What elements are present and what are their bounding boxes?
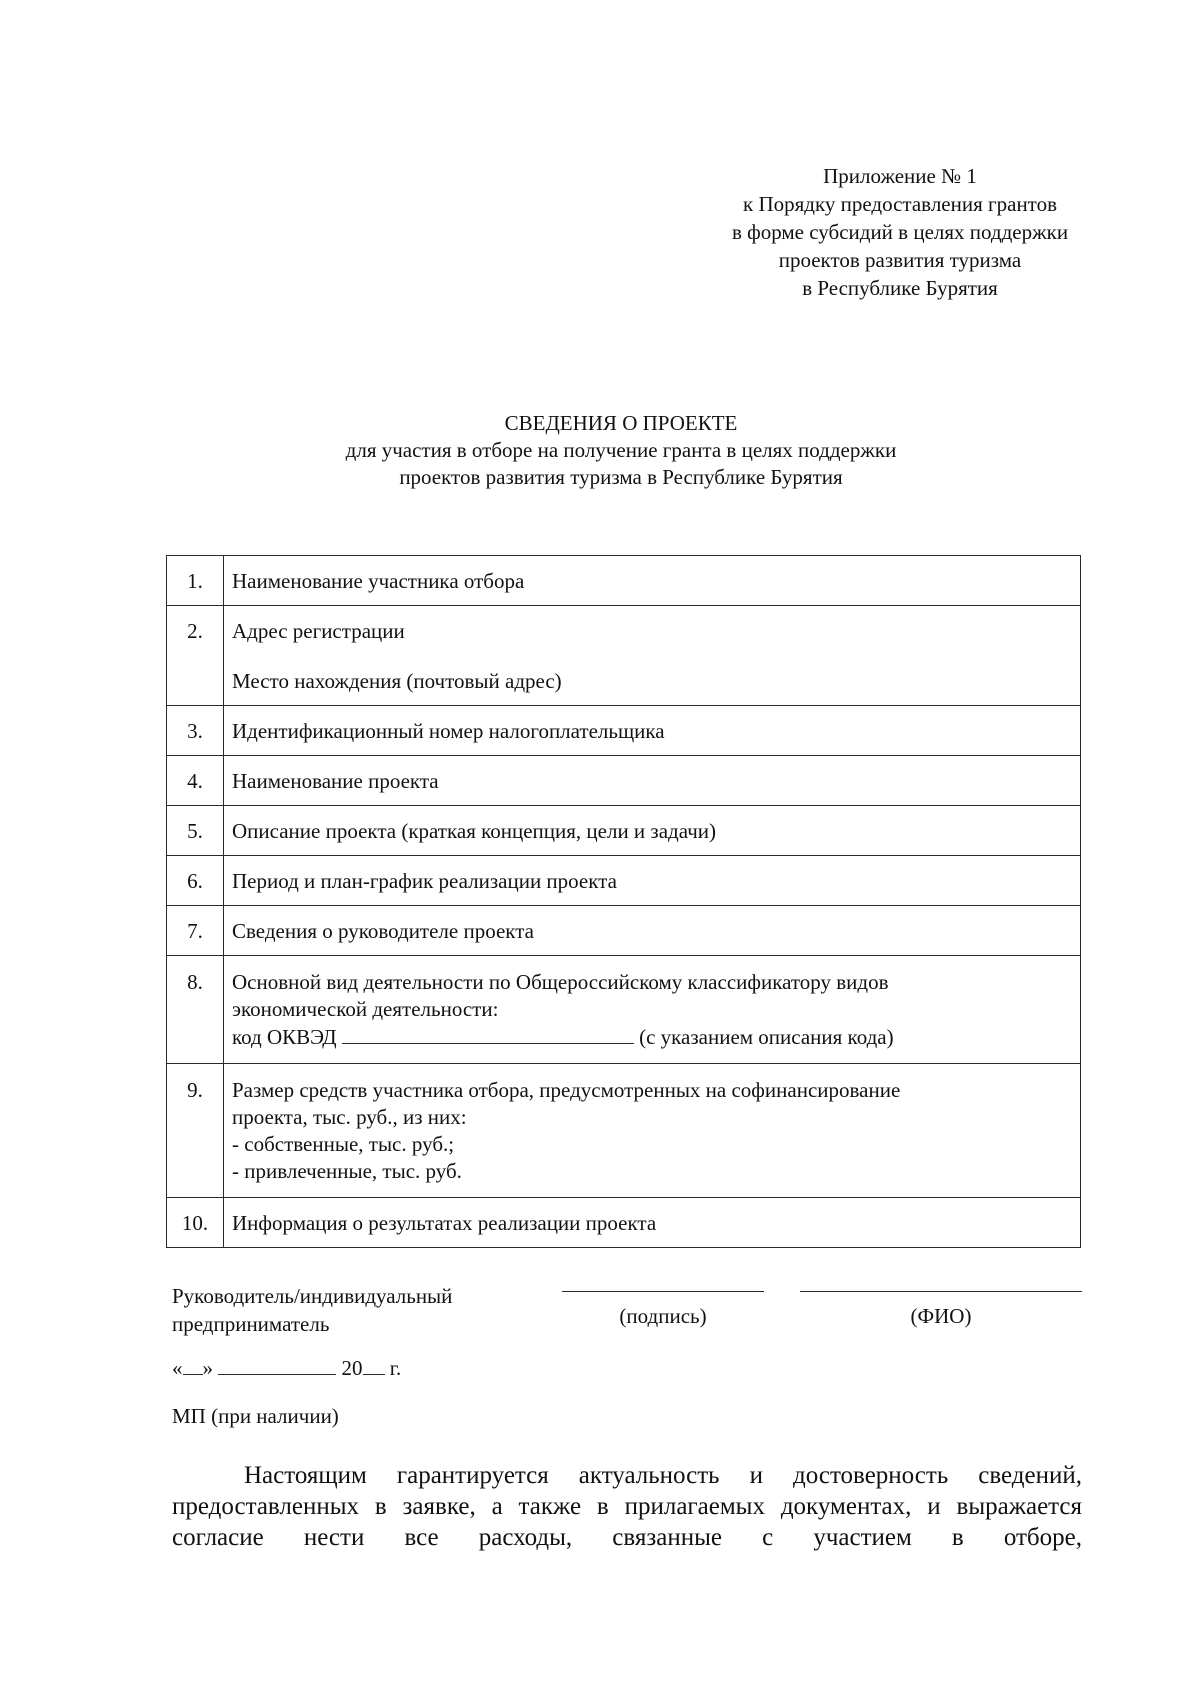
row-number: 7. bbox=[167, 906, 224, 956]
row-label[interactable]: Описание проекта (краткая концепция, цели и задачи) bbox=[224, 806, 1081, 856]
row-number: 10. bbox=[167, 1198, 224, 1248]
name-caption: (ФИО) bbox=[910, 1304, 972, 1328]
year-suffix: г. bbox=[389, 1356, 402, 1380]
title-subtitle-2: проектов развития туризма в Республике Бурятия bbox=[399, 465, 843, 489]
row-number: 5. bbox=[167, 806, 224, 856]
year-blank[interactable] bbox=[363, 1356, 385, 1375]
title-subtitle-1: для участия в отборе на получение гранта в целях поддержки bbox=[345, 438, 897, 462]
row-number: 2. bbox=[167, 606, 224, 706]
table-row bbox=[167, 956, 1081, 1064]
date-quote-close: » bbox=[202, 1356, 213, 1380]
row-number: 6. bbox=[167, 856, 224, 906]
row-label[interactable] bbox=[224, 606, 1081, 706]
row-line: - собственные, тыс. руб.; bbox=[232, 1132, 455, 1156]
row-label[interactable]: Сведения о руководителе проекта bbox=[224, 906, 1081, 956]
appendix-block bbox=[690, 162, 1110, 302]
row-number: 4. bbox=[167, 756, 224, 806]
okved-code-blank[interactable] bbox=[342, 1023, 634, 1044]
row-label[interactable] bbox=[224, 1064, 1081, 1198]
row-line: Размер средств участника отбора, предусмотренных на софинансирование bbox=[232, 1078, 901, 1102]
appendix-line: проектов развития туризма bbox=[778, 248, 1022, 272]
signatory-label-line: Руководитель/индивидуальный bbox=[172, 1284, 453, 1308]
appendix-line: в форме субсидий в целях поддержки bbox=[731, 220, 1069, 244]
row-line: экономической деятельности: bbox=[232, 997, 499, 1021]
date-line bbox=[172, 1356, 401, 1381]
project-info-table bbox=[166, 555, 1081, 1248]
row-label[interactable]: Наименование участника отбора bbox=[224, 556, 1081, 606]
row-line: - привлеченные, тыс. руб. bbox=[232, 1159, 462, 1183]
okved-suffix: (с указанием описания кода) bbox=[639, 1025, 894, 1049]
okved-line bbox=[232, 1023, 1080, 1051]
title-heading: СВЕДЕНИЯ О ПРОЕКТЕ bbox=[504, 411, 738, 435]
table-row bbox=[167, 606, 1081, 706]
day-blank[interactable] bbox=[183, 1356, 203, 1375]
month-blank[interactable] bbox=[218, 1356, 336, 1375]
date-quote-open: « bbox=[172, 1356, 183, 1380]
row-number: 8. bbox=[167, 956, 224, 1064]
table-row bbox=[167, 906, 1081, 956]
signature-caption: (подпись) bbox=[619, 1304, 707, 1328]
document-title bbox=[0, 410, 1200, 491]
stamp-note: МП (при наличии) bbox=[172, 1404, 339, 1428]
row-label[interactable]: Информация о результатах реализации проекта bbox=[224, 1198, 1081, 1248]
signatory-label bbox=[172, 1282, 452, 1338]
row-line: проекта, тыс. руб., из них: bbox=[232, 1105, 467, 1129]
table-row bbox=[167, 556, 1081, 606]
appendix-line: Приложение № 1 bbox=[823, 164, 977, 188]
name-field-line[interactable] bbox=[800, 1291, 1082, 1292]
row-label[interactable] bbox=[224, 956, 1081, 1064]
table-row bbox=[167, 806, 1081, 856]
row-line: Место нахождения (почтовый адрес) bbox=[232, 669, 562, 693]
table-row bbox=[167, 756, 1081, 806]
table-row bbox=[167, 1064, 1081, 1198]
okved-prefix: код ОКВЭД bbox=[232, 1025, 337, 1049]
table-row bbox=[167, 706, 1081, 756]
guarantee-paragraph bbox=[172, 1460, 1082, 1553]
row-label[interactable]: Период и план-график реализации проекта bbox=[224, 856, 1081, 906]
signatory-label-line: предприниматель bbox=[172, 1312, 330, 1336]
row-number: 1. bbox=[167, 556, 224, 606]
signature-field-line[interactable] bbox=[562, 1291, 764, 1292]
row-number: 9. bbox=[167, 1064, 224, 1198]
table-row bbox=[167, 856, 1081, 906]
appendix-line: в Республике Бурятия bbox=[802, 276, 998, 300]
year-prefix: 20 bbox=[341, 1356, 363, 1380]
guarantee-text: Настоящим гарантируется актуальность и достоверность сведений, предоставленных в заявке, а также в прилагаемых документах, и выражается согласие нести все расходы, связанные с участием в отборе, bbox=[172, 1462, 1082, 1551]
appendix-line: к Порядку предоставления грантов bbox=[743, 192, 1057, 216]
row-line: Основной вид деятельности по Общероссийскому классификатору видов bbox=[232, 970, 889, 994]
table-row bbox=[167, 1198, 1081, 1248]
row-line: Адрес регистрации bbox=[232, 619, 405, 643]
row-label[interactable]: Идентификационный номер налогоплательщика bbox=[224, 706, 1081, 756]
row-number: 3. bbox=[167, 706, 224, 756]
row-label[interactable]: Наименование проекта bbox=[224, 756, 1081, 806]
